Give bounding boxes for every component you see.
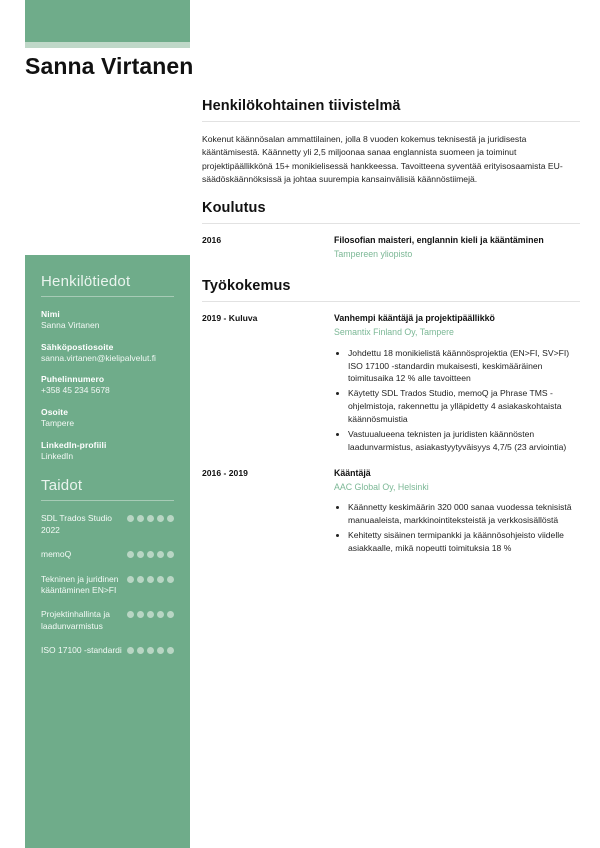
rating-dot: [147, 551, 154, 558]
bullet-item: • Kehitetty sisäinen termipankki ja käännösohjeisto viidelle asiakkaalle, mikä nopeutti toimituksia 18 %: [348, 529, 580, 555]
sidebar-section-skills: [41, 477, 174, 657]
rating-dot: [147, 515, 154, 522]
skill-rating: [127, 574, 174, 583]
contact-value[interactable]: LinkedIn: [41, 450, 74, 461]
sidebar-divider: [41, 500, 174, 501]
contact-item-address: [41, 407, 174, 429]
main-content: [202, 98, 580, 571]
skill-rating: [127, 609, 174, 618]
rating-dot: [137, 647, 144, 654]
bullet-item: • Johdettu 18 monikielistä käännösprojektia (EN>FI, SV>FI) ISO 17100 -standardin mukaisesti, keskimääräinen toimitusaika 12 % alle tavoitteen: [348, 347, 580, 386]
rating-dot: [157, 515, 164, 522]
rating-dot: [157, 647, 164, 654]
skill-rating: [127, 549, 174, 558]
experience-entry: [202, 313, 580, 455]
experience-company: Semantix Finland Oy, Tampere: [334, 327, 454, 338]
contact-item-email: [41, 342, 174, 364]
rating-dot: [127, 551, 134, 558]
bullet-item: • Vastuualueena teknisten ja juridisten käännösten laadunvarmistus, asiakastyytyväisyys 4,7/5 (23 arviointia): [348, 428, 580, 454]
sidebar-heading-personal: Henkilötiedot: [41, 273, 131, 290]
contact-label: Nimi: [41, 309, 60, 319]
section-summary: [202, 98, 580, 186]
education-institution: Tampereen yliopisto: [334, 249, 413, 260]
experience-details: [334, 468, 580, 557]
sidebar: [25, 255, 190, 848]
rating-dot: [167, 551, 174, 558]
experience-role: Vanhempi kääntäjä ja projektipäällikkö: [334, 313, 495, 324]
page-title: Sanna Virtanen: [25, 53, 194, 79]
section-title-experience: Työkokemus: [202, 278, 291, 295]
contact-label: Puhelinnumero: [41, 374, 105, 385]
experience-entry: [202, 468, 580, 557]
experience-date: 2016 - 2019: [202, 467, 248, 478]
summary-text: Kokenut käännösalan ammattilainen, jolla 8 vuoden kokemus teknisestä ja juridisesta kääntämisestä. Käännetty yli 2,5 miljoonaa sanaa englannista suomeen ja toiminut projektipäällikkönä 15+ monikielisessä hankkeessa. Tavoitteena syventää erityisosaamista EU-säädöskäännöksissä ja johtaa suurempia kansainvälisiä käännöstiimejä.: [202, 134, 563, 184]
experience-date: 2019 - Kuluva: [202, 313, 258, 324]
sidebar-divider: [41, 296, 174, 297]
sidebar-section-personal: [41, 273, 174, 461]
contact-value: Sanna Virtanen: [41, 320, 100, 330]
section-divider: [202, 301, 580, 302]
rating-dot: [137, 611, 144, 618]
rating-dot: [167, 611, 174, 618]
rating-dot: [157, 611, 164, 618]
rating-dot: [157, 576, 164, 583]
rating-dot: [147, 611, 154, 618]
section-divider: [202, 223, 580, 224]
skill-item: [41, 609, 174, 632]
rating-dot: [157, 551, 164, 558]
skill-rating: [127, 645, 174, 654]
section-divider: [202, 121, 580, 122]
skill-name: ISO 17100 -standardi: [41, 645, 122, 656]
bullet-item: • Käytetty SDL Trados Studio, memoQ ja Phrase TMS -ohjelmistoja, rakennettu ja ylläpidetty 4 asiakaskohtaista käännösmuistia: [348, 387, 580, 426]
experience-company: AAC Global Oy, Helsinki: [334, 481, 429, 492]
section-title-education: Koulutus: [202, 200, 266, 217]
sidebar-heading-skills: Taidot: [41, 477, 83, 495]
education-details: [334, 235, 580, 260]
skill-name: Tekninen ja juridinen kääntäminen EN>FI: [41, 573, 119, 595]
skill-name: Projektinhallinta ja laadunvarmistus: [41, 609, 110, 631]
rating-dot: [137, 551, 144, 558]
experience-role: Kääntäjä: [334, 467, 371, 478]
contact-item-phone: [41, 374, 174, 396]
header-accent-band: [25, 0, 190, 42]
skill-name: memoQ: [41, 549, 72, 560]
rating-dot: [147, 647, 154, 654]
rating-dot: [137, 515, 144, 522]
skill-item: [41, 513, 174, 536]
section-title-summary: Henkilökohtainen tiivistelmä: [202, 98, 401, 114]
contact-value: +358 45 234 5678: [41, 385, 110, 396]
header-accent-underline: [25, 42, 190, 48]
rating-dot: [127, 515, 134, 522]
contact-label: LinkedIn-profiili: [41, 439, 107, 450]
experience-bullets: [334, 347, 580, 454]
skill-item: [41, 574, 174, 597]
education-date: 2016: [202, 235, 222, 246]
education-degree: Filosofian maisteri, englannin kieli ja kääntäminen: [334, 235, 544, 246]
rating-dot: [127, 611, 134, 618]
rating-dot: [127, 576, 134, 583]
contact-item-name: [41, 309, 174, 331]
skill-item: [41, 645, 174, 656]
contact-label: Sähköpostiosoite: [41, 341, 114, 352]
rating-dot: [167, 515, 174, 522]
skill-rating: [127, 513, 174, 522]
rating-dot: [137, 576, 144, 583]
section-experience: [202, 278, 580, 556]
contact-item-linkedin: [41, 440, 174, 462]
rating-dot: [147, 576, 154, 583]
bullet-item: • Käännetty keskimäärin 320 000 sanaa vuodessa teknisistä manuaaleista, markkinointiteksteistä ja verkkosisällöstä: [348, 501, 580, 527]
rating-dot: [127, 647, 134, 654]
contact-value[interactable]: sanna.virtanen@kielipalvelut.fi: [41, 352, 156, 363]
skill-name: SDL Trados Studio 2022: [41, 513, 113, 535]
experience-details: [334, 313, 580, 455]
contact-label: Osoite: [41, 406, 69, 417]
education-entry: [202, 235, 580, 260]
rating-dot: [167, 647, 174, 654]
skill-item: [41, 549, 174, 560]
experience-bullets: [334, 501, 580, 555]
contact-value: Tampere: [41, 417, 75, 428]
section-education: [202, 200, 580, 260]
rating-dot: [167, 576, 174, 583]
